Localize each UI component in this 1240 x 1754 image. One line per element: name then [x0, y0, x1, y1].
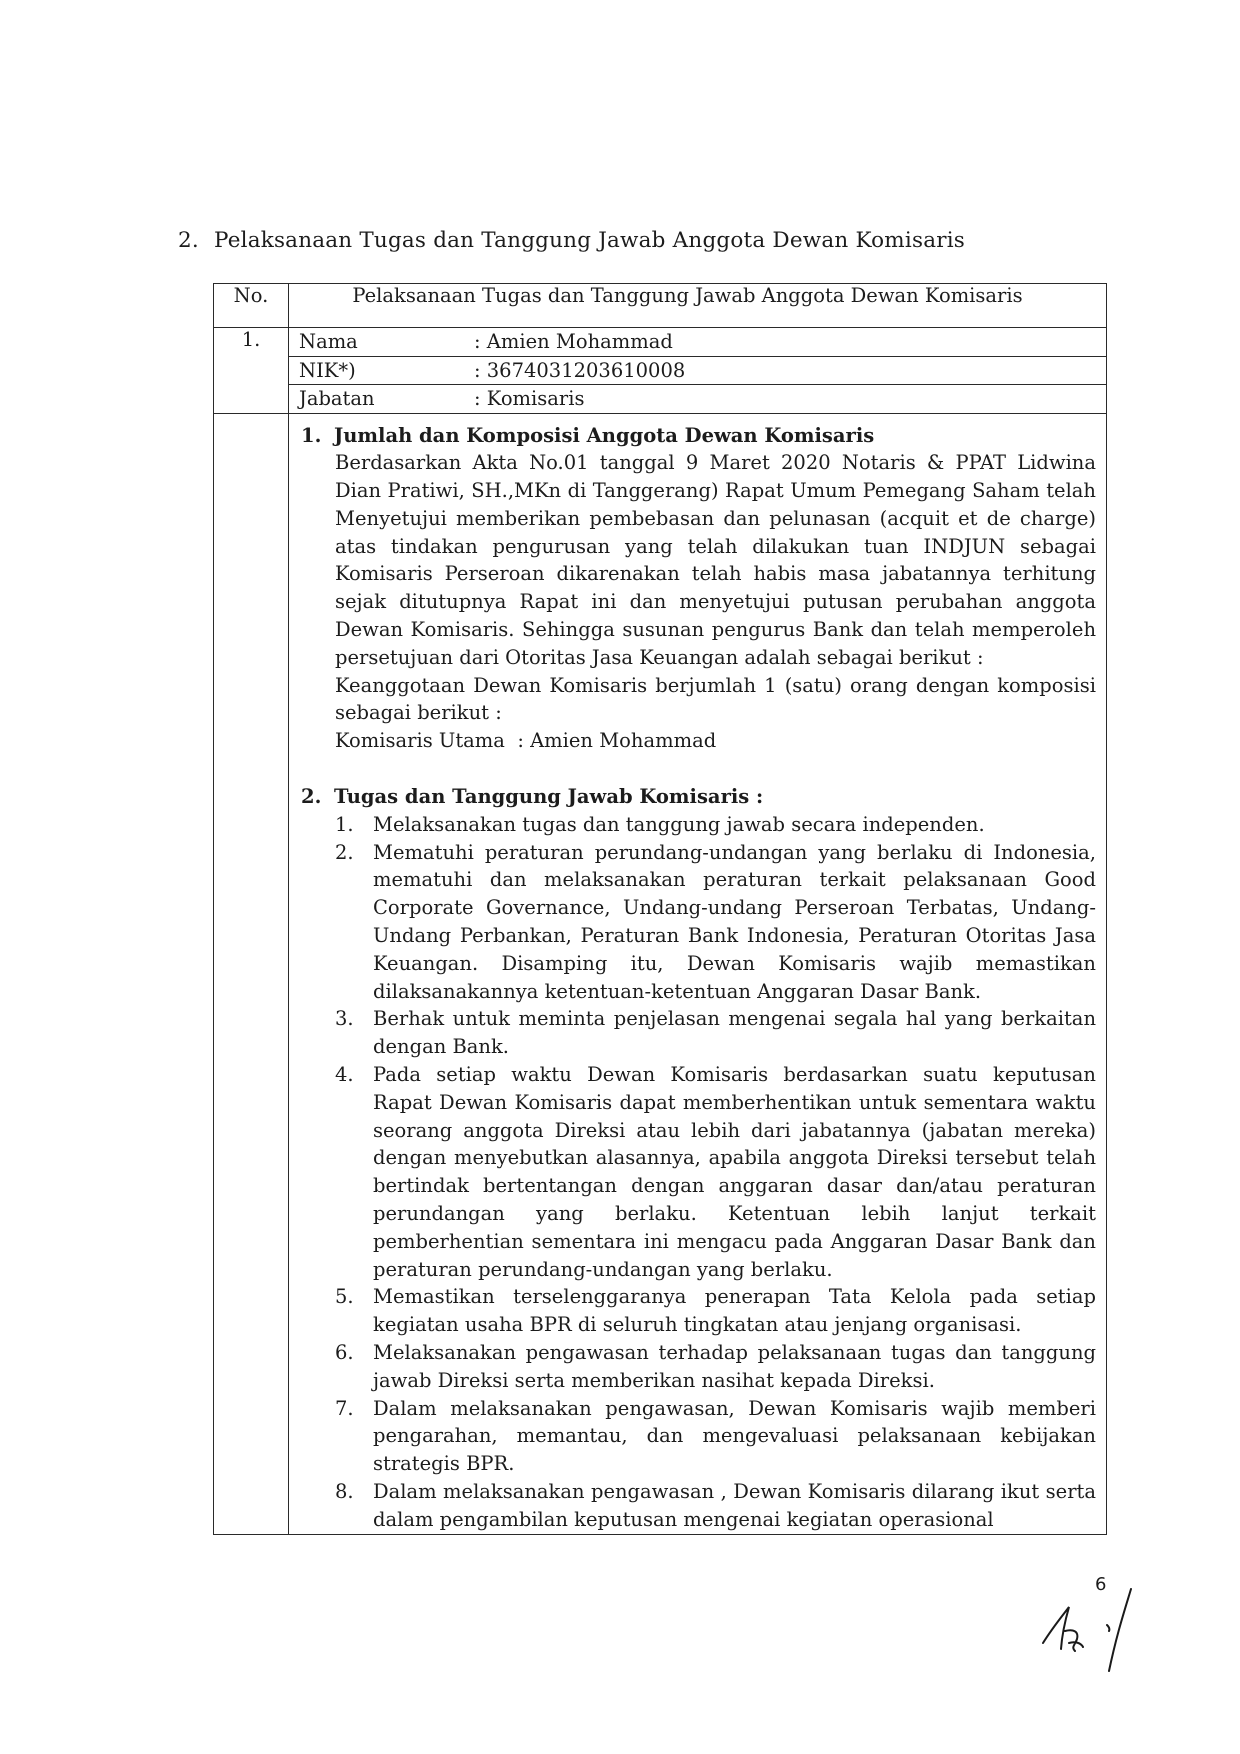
- duties-table: [213, 283, 1107, 1535]
- list-item-number: 5.: [335, 1285, 354, 1309]
- section1-composition: Keanggotaan Dewan Komisaris berjumlah 1 (satu) orang dengan komposisi sebagai berikut :: [335, 673, 1096, 725]
- section1-title: Jumlah dan Komposisi Anggota Dewan Komisaris: [334, 423, 875, 447]
- section-title-number: 2.: [178, 228, 199, 253]
- list-item: [335, 1478, 1096, 1534]
- list-item-text: Melaksanakan tugas dan tanggung jawab secara independen.: [373, 812, 985, 836]
- identity-label: Nama: [299, 330, 358, 354]
- list-item: [335, 811, 1096, 839]
- section-title: [178, 228, 965, 253]
- section1-number: 1.: [301, 423, 322, 447]
- section2-heading: [301, 783, 1096, 811]
- list-item-text: Dalam melaksanakan pengawasan , Dewan Komisaris dilarang ikut serta dalam pengambilan keputusan mengenai kegiatan operasional: [373, 1479, 1096, 1531]
- list-item-number: 8.: [335, 1479, 354, 1503]
- list-item: [335, 839, 1096, 1006]
- section1-heading: [301, 422, 1096, 450]
- list-item-number: 2.: [335, 840, 354, 864]
- list-item-text: Pada setiap waktu Dewan Komisaris berdasarkan suatu keputusan Rapat Dewan Komisaris dapat memberhentikan untuk sementara waktu seorang anggota Direksi atau lebih dari jabatannya (jabatan mereka) dengan menyebutkan alasannya, apabila anggota Direksi tersebut telah bertindak bertentangan dengan anggaran dasar dan/atau peraturan perundangan yang berlaku. Ketentuan lebih lanjut terkait pemberhentian sementara ini mengacu pada Anggaran Dasar Bank dan peraturan perundang-undangan yang berlaku.: [373, 1063, 1096, 1281]
- list-item-text: Melaksanakan pengawasan terhadap pelaksanaan tugas dan tanggung jawab Direksi serta memberikan nasihat kepada Direksi.: [373, 1341, 1096, 1392]
- list-item: [335, 1395, 1096, 1478]
- row-number: 1.: [214, 328, 289, 414]
- list-item: [335, 1283, 1096, 1339]
- list-item-number: 1.: [335, 812, 354, 836]
- identity-position: [289, 384, 1106, 413]
- page-number: 6: [1095, 1574, 1107, 1595]
- list-item-text: Mematuhi peraturan perundang-undangan yang berlaku di Indonesia, mematuhi dan melaksanakan peraturan terkait pelaksanaan Good Corporate Governance, Undang-undang Perseroan Terbatas, Undang-Undang Perbankan, Peraturan Bank Indonesia, Peraturan Otoritas Jasa Keuangan. Disamping itu, Dewan Komisaris wajib memastikan dilaksanakannya ketentuan-ketentuan Anggaran Dasar Bank.: [373, 840, 1096, 1003]
- empty-number-cell: [214, 413, 289, 1534]
- content-row: [214, 413, 1107, 1534]
- identity-label: NIK*): [299, 358, 356, 382]
- identity-cell: [289, 328, 1107, 414]
- duties-list: [301, 811, 1096, 1534]
- section1-paragraph: Berdasarkan Akta No.01 tanggal 9 Maret 2020 Notaris & PPAT Lidwina Dian Pratiwi, SH.,MKn di Tanggerang) Rapat Umum Pemegang Saham telah Menyetujui memberikan pembebasan dan pelunasan (acquit et de charge) atas tindakan pengurusan yang telah dilakukan tuan INDJUN sebagai Komisaris Perseroan dikarenakan telah habis masa jabatannya terhitung sejak ditutupnya Rapat ini dan menyetujui putusan perubahan anggota Dewan Komisaris. Sehingga susunan pengurus Bank dan telah memperoleh persetujuan dari Otoritas Jasa Keuangan adalah sebagai berikut :: [335, 451, 1096, 669]
- header-title: Pelaksanaan Tugas dan Tanggung Jawab Anggota Dewan Komisaris: [289, 284, 1107, 328]
- identity-value: : 3674031203610008: [474, 358, 686, 382]
- list-item-text: Memastikan terselenggaranya penerapan Tata Kelola pada setiap kegiatan usaha BPR di seluruh tingkatan atau jenjang organisasi.: [373, 1285, 1096, 1337]
- list-item: [335, 1339, 1096, 1395]
- list-item-number: 4.: [335, 1063, 354, 1087]
- list-item-text: Dalam melaksanakan pengawasan, Dewan Komisaris wajib memberi pengarahan, memantau, dan mengevaluasi pelaksanaan kebijakan strategis BPR.: [373, 1396, 1096, 1476]
- section2-title: Tugas dan Tanggung Jawab Komisaris :: [334, 785, 764, 809]
- list-item: [335, 1005, 1096, 1061]
- identity-nik: [289, 356, 1106, 385]
- list-item-number: 3.: [335, 1007, 354, 1031]
- section1-member: Komisaris Utama : Amien Mohammad: [335, 729, 717, 753]
- identity-value: : Komisaris: [474, 387, 585, 411]
- identity-value: : Amien Mohammad: [474, 330, 673, 354]
- content-cell: [289, 413, 1107, 1534]
- table-header-row: [214, 284, 1107, 328]
- section2-number: 2.: [301, 785, 322, 809]
- list-item-text: Berhak untuk meminta penjelasan mengenai segala hal yang berkaitan dengan Bank.: [373, 1007, 1096, 1059]
- section-title-text: Pelaksanaan Tugas dan Tanggung Jawab Anggota Dewan Komisaris: [214, 228, 965, 253]
- identity-row: [214, 328, 1107, 414]
- initials-signature: [1035, 1585, 1145, 1675]
- list-item-number: 6.: [335, 1341, 354, 1364]
- list-item-number: 7.: [335, 1396, 354, 1420]
- identity-label: Jabatan: [299, 387, 375, 411]
- header-no: No.: [214, 284, 289, 328]
- list-item: [335, 1061, 1096, 1283]
- identity-name: [289, 328, 1106, 356]
